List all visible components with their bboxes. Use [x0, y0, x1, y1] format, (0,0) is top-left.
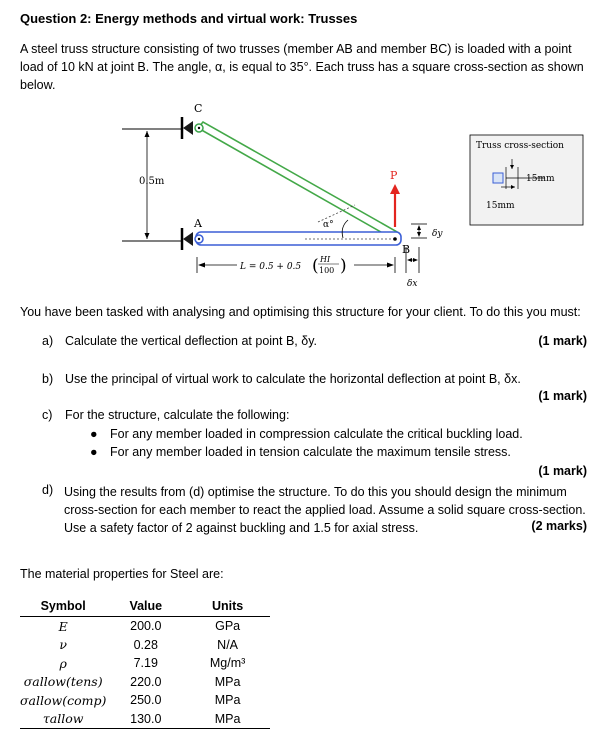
- label-a: A: [194, 217, 202, 230]
- cross-section-height: 15mm: [486, 201, 515, 211]
- length-paren-open: (: [312, 256, 319, 276]
- support-a: [182, 228, 203, 250]
- tasks-intro: You have been tasked with analysing and optimising this structure for your client. To do this you must:: [20, 305, 581, 319]
- member-ab: [196, 232, 401, 245]
- materials-intro: The material properties for Steel are:: [20, 567, 224, 581]
- delta-x-label: δx: [407, 279, 418, 289]
- task-a: [42, 334, 587, 352]
- truss-diagram: [0, 95, 615, 295]
- task-c-label: c): [42, 408, 53, 422]
- table-row: σallow(tens) 220.0 MPa: [23, 674, 241, 690]
- task-b-label: b): [42, 372, 54, 386]
- task-c: [42, 408, 587, 426]
- joint-b: [393, 237, 397, 241]
- table-header-row: [20, 596, 270, 617]
- cross-section-title: Truss cross-section: [476, 141, 564, 151]
- label-b: B: [402, 243, 411, 256]
- length-frac-num: HI: [320, 255, 331, 264]
- task-b: [42, 372, 587, 390]
- task-a-label: a): [42, 334, 54, 348]
- height-label: 0.5m: [139, 176, 165, 187]
- header-symbol: Symbol: [20, 596, 106, 617]
- member-bc: [198, 122, 399, 240]
- label-c: C: [194, 102, 203, 115]
- task-b-text: Use the principal of virtual work to calculate the horizontal deflection at point B, δx.: [65, 372, 521, 386]
- cross-section-width: 15mm: [526, 174, 555, 184]
- header-units: Units: [185, 596, 270, 617]
- task-d-mark: (2 marks): [531, 519, 587, 533]
- load-label: P: [390, 169, 398, 182]
- header-value: Value: [106, 596, 185, 617]
- length-label: L = 0.5 + 0.5: [240, 262, 302, 272]
- load-arrow: [390, 184, 400, 227]
- task-c-text: For the structure, calculate the following:: [65, 408, 290, 422]
- task-b-mark: (1 mark): [538, 389, 587, 403]
- table-row: σallow(comp) 250.0 MPa: [20, 692, 241, 708]
- task-c-mark: (1 mark): [538, 464, 587, 478]
- delta-y-label: δy: [432, 229, 443, 239]
- length-paren-close: ): [340, 256, 347, 276]
- table-row: E 200.0 GPa: [58, 618, 241, 634]
- task-a-mark: (1 mark): [538, 334, 587, 348]
- task-d-label: d): [42, 483, 54, 497]
- support-c: [182, 117, 203, 139]
- task-a-text: Calculate the vertical deflection at point B, δy.: [65, 334, 317, 348]
- table-row: ρ 7.19 Mg/m³: [59, 655, 246, 671]
- delta-y-indicator: [411, 224, 427, 238]
- material-properties-table: [20, 596, 270, 729]
- question-intro: A steel truss structure consisting of two trusses (member AB and member BC) is loaded with a point load of 10 kN at joint B. The angle, α, is equal to 35°. Each truss has a square cross-section as shown below.: [20, 42, 584, 92]
- table-row: ν 0.28 N/A: [59, 637, 239, 653]
- task-d-text: Using the results from (d) optimise the structure. To do this you should design the minimum cross-section for each member to react the applied load. Assume a solid square cross-section. Use a safety factor of 2 against buckling and 1.5 for axial stress.: [64, 485, 586, 535]
- question-title: Question 2: Energy methods and virtual work: Trusses: [20, 11, 358, 26]
- length-frac-den: 100: [319, 266, 335, 275]
- bullet-icon: ●: [90, 427, 98, 441]
- table-row: τallow 130.0 MPa: [20, 710, 270, 729]
- bullet-icon: ●: [90, 445, 98, 459]
- angle-label: α°: [323, 220, 334, 230]
